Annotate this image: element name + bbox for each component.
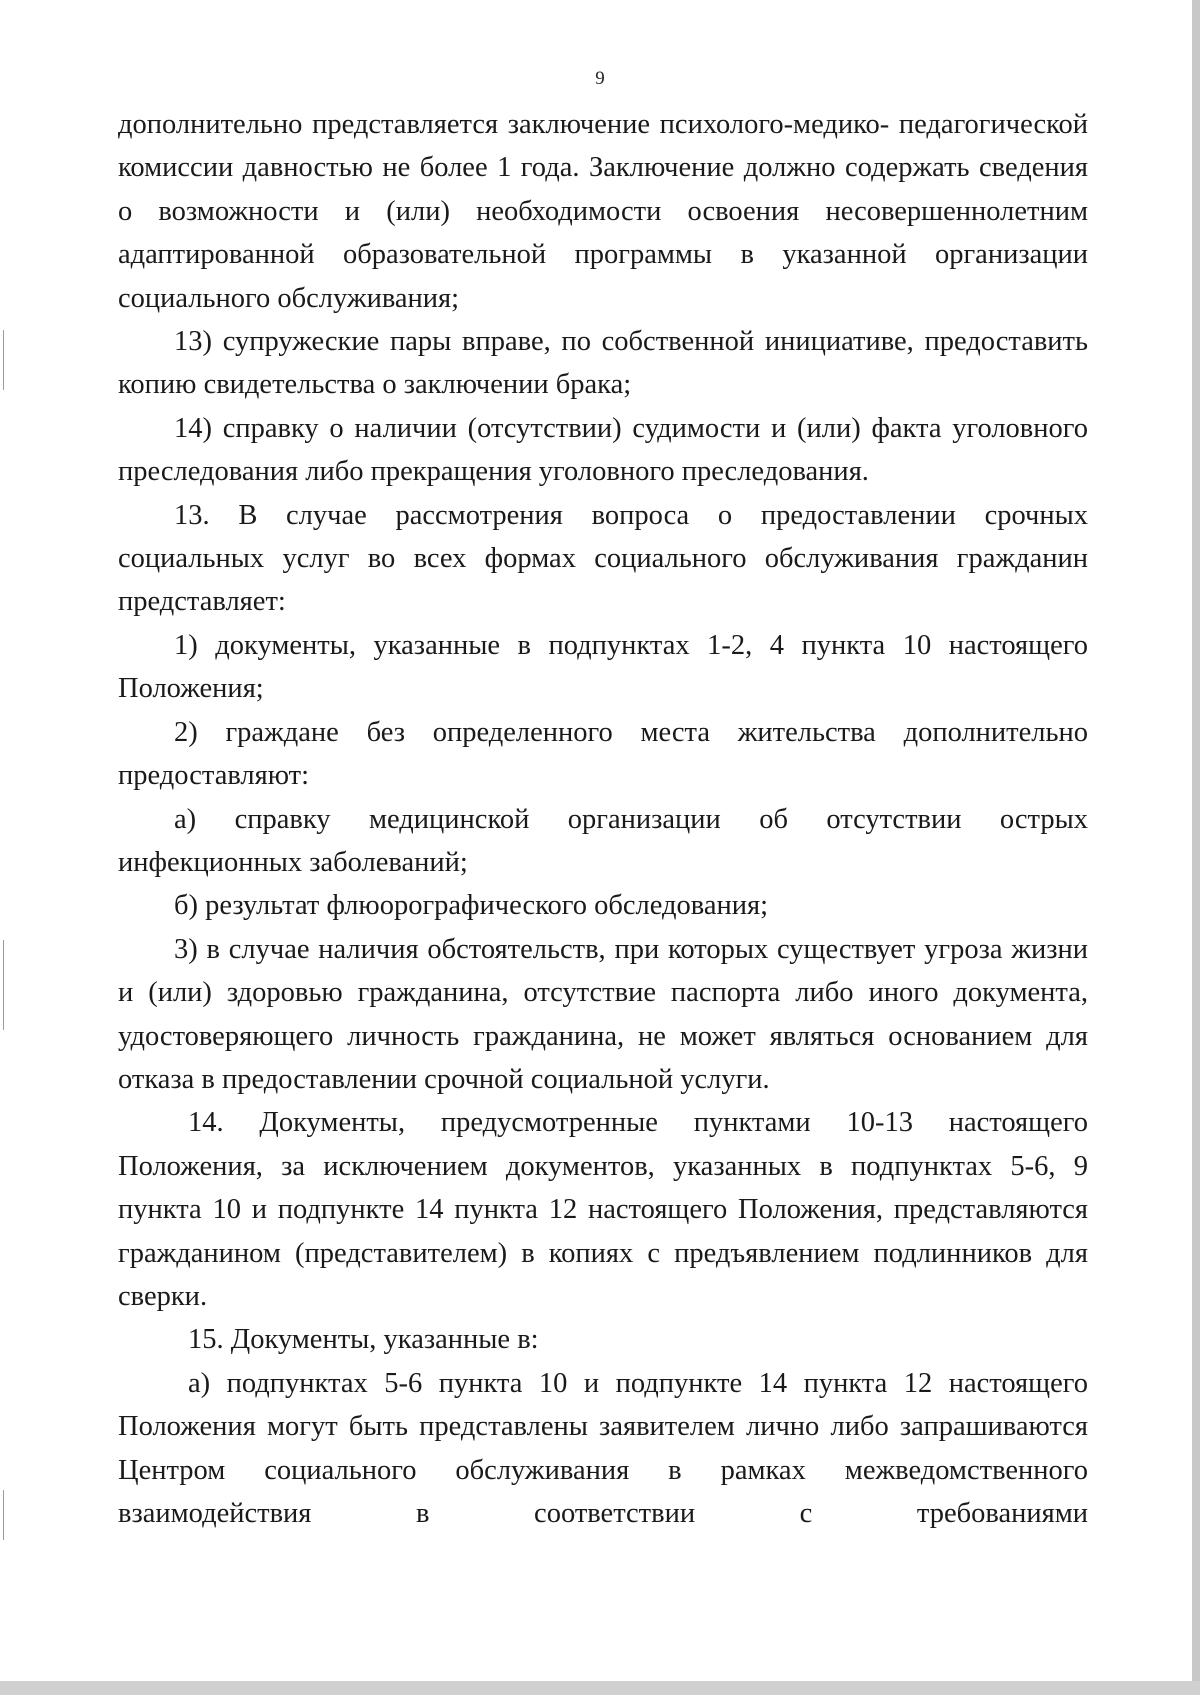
paragraph	[118, 1318, 1088, 1361]
text-line: несовершеннолетним адаптированной образовательной программы	[118, 195, 1089, 271]
text-line: предоставляют:	[118, 760, 310, 792]
text-line: запрашиваются Центром социального обслуживания в рамках	[118, 1411, 1088, 1486]
text-line: Положения;	[118, 673, 264, 705]
page-number: 9	[595, 68, 605, 89]
text-line: 14. Документы, предусмотренные пунктами 10-13 настоящего	[188, 1107, 1088, 1139]
text-line: а) справку медицинской организации об отсутствии острых	[174, 803, 1088, 835]
document-body	[118, 103, 1088, 1535]
paragraph	[118, 1101, 1088, 1318]
text-line: содержать сведения о возможности и (или) необходимости освоения	[118, 152, 1088, 227]
text-line: предоставить копию свидетельства о заключении брака;	[118, 326, 1088, 401]
paragraph	[118, 928, 1088, 1102]
text-line: Положения, за исключением документов, указанных в подпунктах 5-6, 9	[118, 1150, 1088, 1182]
paragraph	[118, 103, 1088, 320]
text-line: педагогической комиссии давностью не более 1 года. Заключение должно	[118, 109, 1088, 184]
scan-edge-right	[1192, 0, 1200, 1695]
text-line: основанием для отказа в предоставлении срочной социальной услуги.	[118, 1020, 1088, 1095]
scan-edge-bottom	[0, 1681, 1200, 1695]
text-line: дополнительно представляется заключение психолого-медико-	[118, 109, 890, 140]
text-line: пункта 10 и подпункте 14 пункта 12 настоящего Положения,	[118, 1194, 883, 1226]
paragraph	[118, 494, 1088, 624]
scan-margin-mark	[3, 940, 4, 1030]
text-line: межведомственного взаимодействия в соответствии с требованиями	[118, 1454, 1088, 1529]
text-line: 14) справку о наличии (отсутствии) судимости и (или) факта	[174, 412, 942, 444]
paragraph	[118, 624, 1088, 711]
scan-margin-mark	[3, 1490, 4, 1540]
paragraph	[118, 320, 1088, 407]
text-line: 1) документы, указанные в подпунктах 1-2, 4 пункта 10 настоящего	[174, 629, 1088, 661]
text-line: в указанной организации социального обслуживания;	[118, 239, 1088, 314]
paragraph	[118, 884, 1088, 927]
text-line: уголовного преследования либо прекращения уголовного преследования.	[118, 412, 1088, 488]
text-line: а) подпунктах 5-6 пункта 10 и подпункте 14 пункта 12 настоящего	[188, 1367, 1088, 1399]
scan-margin-mark	[3, 330, 4, 390]
text-line: инфекционных заболеваний;	[118, 846, 468, 878]
text-line: б) результат флюорографического обследования;	[174, 890, 769, 922]
text-line: Положения могут быть представлены заявителем лично либо	[118, 1411, 889, 1443]
text-line: представляются гражданином (представителем) в копиях с предъявлением	[118, 1194, 1089, 1269]
text-line: 15. Документы, указанные в:	[188, 1324, 539, 1356]
paragraph	[118, 407, 1088, 494]
paragraph	[118, 1362, 1088, 1536]
text-line: 13) супружеские пары вправе, по собственной инициативе,	[174, 326, 914, 358]
paragraph	[118, 711, 1088, 798]
text-line: жизни и (или) здоровью гражданина, отсутствие паспорта либо иного	[118, 933, 1089, 1009]
text-line: представляет:	[118, 586, 286, 618]
text-line: 13. В случае рассмотрения вопроса о предоставлении срочных	[174, 499, 1088, 531]
text-line: 2) граждане без определенного места жительства дополнительно	[174, 716, 1088, 748]
text-line: социальных услуг во всех формах социального обслуживания гражданин	[118, 543, 1088, 575]
text-line: 3) в случае наличия обстоятельств, при которых существует угроза	[174, 933, 1003, 965]
text-line: подлинников для сверки.	[118, 1237, 1088, 1312]
text-line: документа, удостоверяющего личность гражданина, не может являться	[118, 977, 1089, 1052]
paragraph	[118, 798, 1088, 885]
